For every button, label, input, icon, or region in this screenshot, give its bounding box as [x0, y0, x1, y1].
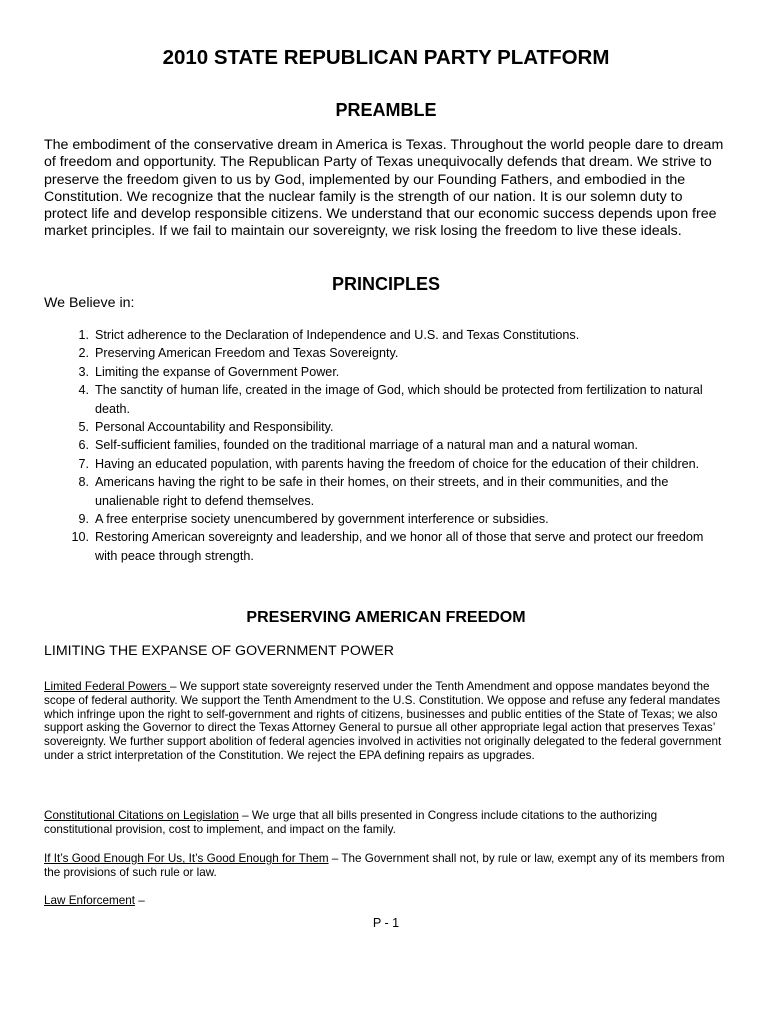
principle-item	[44, 436, 728, 454]
principle-text: Restoring American sovereignty and leadership, and we honor all of those that serve and protect our freedom with peace through strength.	[95, 530, 704, 563]
principle-number: 2.	[78, 346, 89, 361]
principle-item	[44, 510, 728, 528]
principle-text: Having an educated population, with parents having the freedom of choice for the education of their children.	[95, 456, 700, 471]
principle-item	[44, 418, 728, 436]
principle-item	[44, 381, 728, 418]
principle-number: 4.	[78, 383, 89, 398]
principle-text: Personal Accountability and Responsibility.	[95, 420, 334, 435]
paragraph-term: If It’s Good Enough For Us, It’s Good Enough for Them	[44, 852, 329, 865]
principle-number: 9.	[78, 512, 89, 527]
preamble-heading: PREAMBLE	[335, 100, 437, 120]
paragraph-term: Limited Federal Powers	[44, 680, 171, 693]
law-enforcement-paragraph	[44, 894, 728, 908]
principle-item	[44, 363, 728, 381]
principle-number: 7.	[78, 456, 89, 471]
principle-text: Preserving American Freedom and Texas Sovereignty.	[95, 346, 399, 361]
preamble-paragraph: The embodiment of the conservative dream in America is Texas. Throughout the world people dare to dream of freedom and opportunity. The Republican Party of Texas unequivocally defends that dream. We strive to preserve the freedom given to us by God, implemented by our Founding Fathers, and embodied in the Constitution. We recognize that the nuclear family is the strength of our nation. It is our solemn duty to protect life and develop responsible citizens. We understand that our economic success depends upon free market principles. If we fail to maintain our sovereignty, we risk losing the freedom to live these ideals.	[44, 137, 724, 240]
principle-item	[44, 455, 728, 473]
limited-federal-powers-paragraph	[44, 680, 728, 763]
paragraph-term: Constitutional Citations on Legislation	[44, 809, 239, 822]
paragraph-text: – We urge that all bills presented in Congress include citations to the authorizing constitutional provision, cost to implement, and impact on the family.	[44, 809, 658, 836]
document-title: 2010 STATE REPUBLICAN PARTY PLATFORM	[162, 46, 610, 69]
government-power-subheading: LIMITING THE EXPANSE OF GOVERNMENT POWER	[44, 643, 395, 659]
principles-intro: We Believe in:	[44, 295, 135, 311]
principle-item	[44, 326, 728, 344]
principle-number: 6.	[78, 438, 89, 453]
principle-number: 5.	[78, 420, 89, 435]
principle-text: A free enterprise society unencumbered by government interference or subsidies.	[95, 512, 549, 527]
paragraph-term: Law Enforcement	[44, 894, 135, 907]
principle-number: 10.	[71, 530, 89, 545]
principle-number: 8.	[78, 475, 89, 490]
principle-number: 1.	[78, 328, 89, 342]
principle-item	[44, 344, 728, 362]
paragraph-text: – The Government shall not, by rule or law, exempt any of its members from the provisions of such rule or law.	[44, 852, 725, 879]
principle-text: The sanctity of human life, created in the image of God, which should be protected from fertilization to natural death.	[95, 383, 703, 416]
principle-item	[44, 473, 728, 510]
principle-number: 3.	[78, 364, 89, 379]
paragraph-text: –	[134, 894, 145, 907]
principle-item	[44, 528, 728, 565]
page-number: P - 1	[372, 916, 400, 930]
principles-list	[44, 326, 728, 565]
preserving-freedom-heading: PRESERVING AMERICAN FREEDOM	[246, 609, 526, 626]
principle-text: Self-sufficient families, founded on the traditional marriage of a natural man and a natural woman.	[95, 438, 639, 453]
principles-heading: PRINCIPLES	[331, 274, 441, 294]
good-enough-paragraph	[44, 852, 728, 880]
constitutional-citations-paragraph	[44, 809, 728, 837]
paragraph-text: – We support state sovereignty reserved under the Tenth Amendment and oppose mandates beyond the scope of federal authority. We support the Tenth Amendment to the U.S. Constitution. We oppose and refuse any federal mandates which infringe upon the right to self-government and rights of citizens, businesses and public entities of the State of Texas; we also support asking the Governor to direct the Texas Attorney General to pursue all other appropriate legal action that preserves Texas’ sovereignty. We further support abolition of federal agencies involved in activities not originally delegated to the federal government under a strict interpretation of the Constitution. We reject the EPA defining repairs as upgrades.	[44, 680, 722, 762]
principle-text: Limiting the expanse of Government Power.	[95, 364, 340, 379]
principle-text: Strict adherence to the Declaration of Independence and U.S. and Texas Constitutions.	[95, 328, 580, 342]
principle-text: Americans having the right to be safe in their homes, on their streets, and in their communities, and the unalienable right to defend themselves.	[95, 475, 669, 508]
